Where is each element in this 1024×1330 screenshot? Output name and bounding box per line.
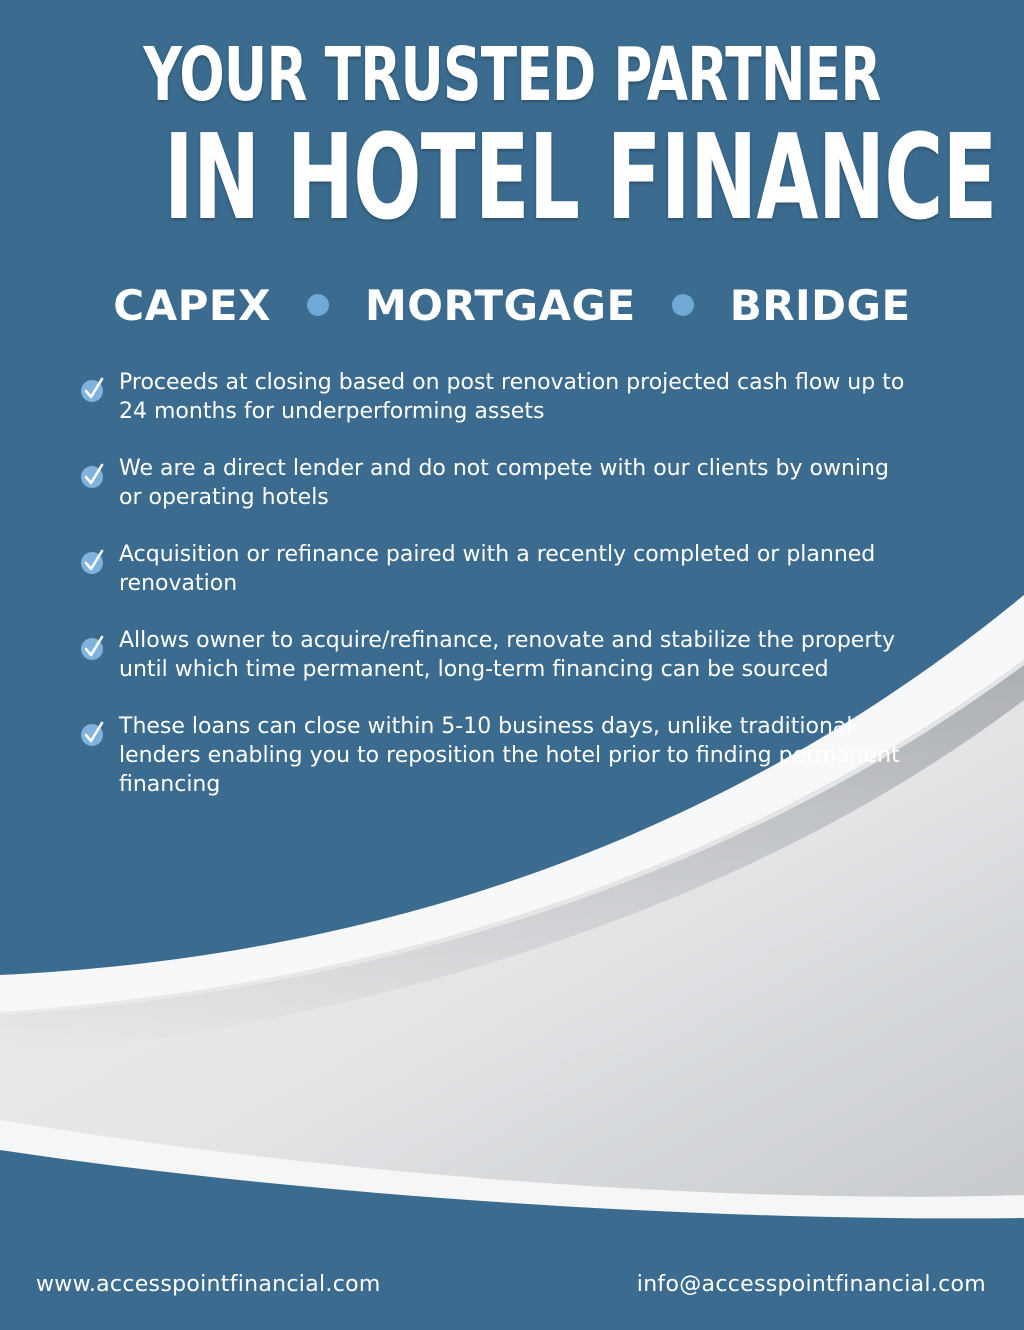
dot-separator-icon	[672, 294, 694, 316]
website-link[interactable]: www.accesspointfinancial.com	[36, 1272, 381, 1297]
product-bridge: BRIDGE	[729, 280, 911, 330]
email-link[interactable]: info@accesspointfinancial.com	[636, 1272, 986, 1297]
headline-line-1: YOUR TRUSTED PARTNER	[143, 32, 881, 118]
benefit-text: Acquisition or refinance paired with a recently completed or planned renovation	[119, 542, 876, 596]
check-icon	[78, 634, 106, 662]
headline-line-2: IN HOTEL FINANCE	[163, 108, 997, 246]
product-mortgage: MORTGAGE	[364, 280, 636, 330]
dot-separator-icon	[307, 294, 329, 316]
check-icon	[78, 720, 106, 748]
benefit-text: Proceeds at closing based on post renovation projected cash flow up to 24 months for underperforming assets	[119, 370, 905, 424]
benefit-text: These loans can close within 5-10 business days, unlike traditional lenders enabling you to reposition the hotel prior to finding permanent financing	[119, 714, 900, 797]
benefit-item	[78, 540, 918, 598]
benefit-text: Allows owner to acquire/refinance, renovate and stabilize the property until which time permanent, long-term financing can be sourced	[119, 628, 896, 682]
check-icon	[78, 376, 106, 404]
check-icon	[78, 462, 106, 490]
product-list	[0, 278, 1024, 332]
benefit-item	[78, 368, 918, 426]
benefit-list	[78, 368, 918, 827]
benefit-text: We are a direct lender and do not compete with our clients by owning or operating hotels	[119, 456, 889, 510]
check-icon	[78, 548, 106, 576]
benefit-item	[78, 626, 918, 684]
benefit-item	[78, 454, 918, 512]
benefit-item	[78, 712, 918, 799]
product-capex: CAPEX	[113, 280, 271, 330]
